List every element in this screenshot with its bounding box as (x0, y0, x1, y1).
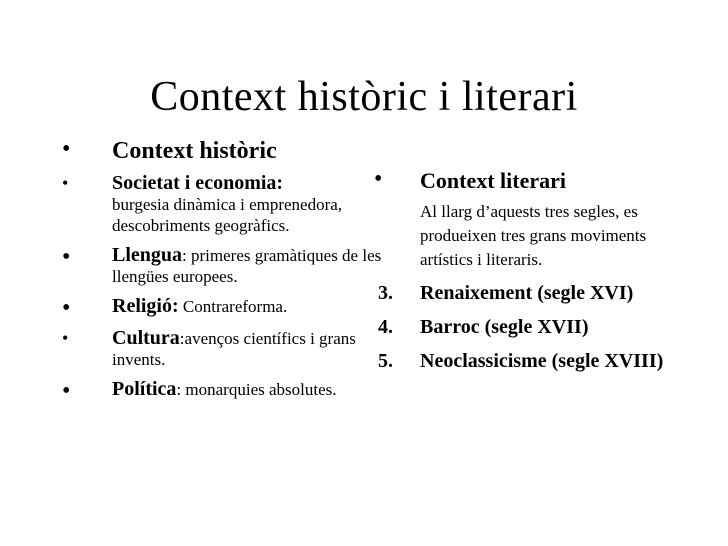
item-label: Societat i economia: (112, 172, 284, 194)
item-text: Barroc (segle XVII) (420, 316, 589, 338)
item-text: Contrareforma. (178, 297, 288, 316)
numbered-item (374, 278, 694, 308)
item-text: Renaixement (segle XVI) (420, 282, 634, 304)
item-label: Religió: (112, 295, 179, 317)
item-label: Llengua (112, 244, 183, 266)
bullet: • (62, 328, 69, 348)
bullet: • (62, 378, 71, 404)
numbered-item (374, 312, 694, 342)
heading-item (62, 136, 382, 166)
left-heading: Context històric (112, 138, 277, 164)
item-number: 5. (378, 350, 393, 372)
list-item (62, 172, 382, 236)
bullet: • (62, 295, 71, 321)
item-label: Cultura (112, 327, 180, 349)
numbered-item (374, 346, 694, 376)
bullet: • (62, 173, 69, 193)
bullet: • (62, 136, 71, 162)
item-label: Política (112, 378, 177, 400)
item-text: : monarquies absolutes. (176, 380, 337, 399)
item-text: burgesia dinàmica i emprenedora, descobriments geogràfics. (112, 195, 343, 235)
heading-item (374, 166, 694, 196)
list-item (62, 244, 382, 287)
item-text: : primeres gramàtiques de les llengües europees. (112, 246, 382, 286)
left-column (62, 136, 382, 404)
right-description: Al llarg d’aquests tres segles, es produeixen tres grans moviments artístics i literaris. (420, 202, 647, 269)
list-item (62, 295, 382, 319)
item-number: 3. (378, 282, 393, 304)
item-text: :avenços científics i grans invents. (112, 329, 356, 369)
slide-title: Context històric i literari (150, 74, 578, 120)
bullet: • (62, 244, 71, 270)
right-column (374, 166, 694, 376)
item-text: Neoclassicisme (segle XVIII) (420, 350, 664, 372)
bullet: • (374, 166, 383, 192)
right-heading: Context literari (420, 168, 566, 193)
list-item (62, 378, 382, 404)
list-item (62, 327, 382, 370)
item-number: 4. (378, 316, 393, 338)
